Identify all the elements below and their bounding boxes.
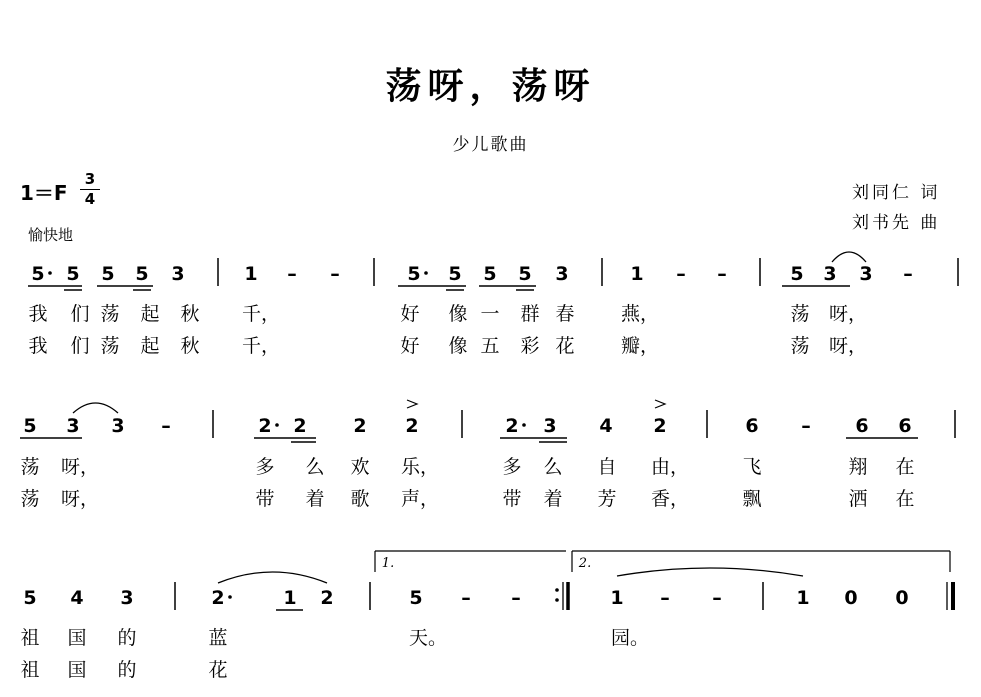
note: 2	[405, 415, 419, 437]
lyric-verse-1: 园。	[610, 627, 650, 649]
lyric-verse-1: 千，	[241, 303, 281, 325]
note: 2	[211, 587, 225, 609]
lyric-verse-2: 像	[448, 335, 468, 357]
lyric-verse-1: 国	[67, 627, 87, 649]
lyric-verse-1: 么	[305, 456, 325, 478]
lyric-verse-1: 多	[255, 456, 275, 478]
lyric-verse-1: 呀，	[60, 456, 100, 478]
note: 6	[745, 415, 759, 437]
note: 5	[23, 587, 37, 609]
tie-slur	[617, 568, 803, 576]
lyric-verse-2: 瓣，	[620, 335, 660, 357]
repeat-dot	[555, 598, 559, 602]
note: 4	[70, 587, 84, 609]
tie-slur	[218, 572, 327, 583]
lyric-verse-1: 多	[502, 456, 522, 478]
lyric-verse-1: 起	[140, 303, 160, 325]
time-numerator: 3	[84, 170, 96, 188]
lyric-verse-2: 国	[67, 659, 87, 681]
note: 2	[505, 415, 519, 437]
augmentation-dot	[424, 271, 428, 275]
lyric-verse-1: 们	[70, 303, 90, 325]
lyric-verse-2: 祖	[20, 659, 40, 681]
lyric-verse-2: 荡	[790, 335, 810, 357]
note: 3	[120, 587, 134, 609]
repeat-dot	[555, 588, 559, 592]
lyric-verse-1: 蓝	[208, 627, 228, 649]
augmentation-dot	[228, 595, 232, 599]
lyric-verse-2: 着	[305, 488, 325, 510]
note: 0	[895, 587, 909, 609]
lyric-verse-2: 荡	[100, 335, 120, 357]
note: 1	[283, 587, 297, 609]
lyric-verse-1: 好	[400, 303, 420, 325]
note: 5	[101, 263, 115, 285]
note: 1	[796, 587, 810, 609]
note: –	[287, 263, 297, 285]
note: –	[330, 263, 340, 285]
note: –	[801, 415, 811, 437]
note: 2	[293, 415, 307, 437]
note: 4	[599, 415, 613, 437]
lyric-verse-1: 呀，	[828, 303, 868, 325]
lyric-verse-1: 燕，	[620, 303, 660, 325]
accent-mark	[655, 400, 665, 408]
lyric-verse-1: 荡	[100, 303, 120, 325]
key-signature: 1＝F	[20, 181, 68, 205]
note: 1	[610, 587, 624, 609]
lyric-verse-1: 群	[520, 303, 540, 325]
tie-slur	[73, 403, 118, 413]
note: 2	[258, 415, 272, 437]
lyric-verse-2: 歌	[350, 488, 370, 510]
lyric-verse-1: 么	[543, 456, 563, 478]
lyric-verse-2: 彩	[520, 335, 540, 357]
lyric-verse-2: 芳	[597, 488, 617, 510]
note: 5	[66, 263, 80, 285]
lyric-verse-2: 花	[208, 659, 228, 681]
note: –	[903, 263, 913, 285]
lyric-verse-2: 着	[543, 488, 563, 510]
augmentation-dot	[522, 423, 526, 427]
volta-2-label: 2.	[578, 556, 592, 571]
lyric-verse-2: 香，	[650, 488, 690, 510]
time-denominator: 4	[84, 190, 96, 208]
lyric-verse-1: 秋	[180, 303, 200, 325]
accent-mark	[407, 400, 417, 408]
lyric-verse-2: 起	[140, 335, 160, 357]
lyric-verse-1: 翔	[848, 456, 868, 478]
note: 1	[630, 263, 644, 285]
tempo-marking: 愉快地	[28, 226, 74, 244]
lyric-verse-2: 我	[28, 335, 48, 357]
lyric-verse-2: 呀，	[828, 335, 868, 357]
note: –	[676, 263, 686, 285]
augmentation-dot	[48, 271, 52, 275]
lyric-verse-1: 在	[895, 456, 915, 478]
lyric-verse-1: 自	[597, 456, 617, 478]
lyric-verse-2: 的	[117, 659, 137, 681]
lyric-verse-2: 千，	[241, 335, 281, 357]
lyricist-credit: 刘同仁 词	[852, 183, 941, 203]
note: –	[161, 415, 171, 437]
lyric-verse-2: 带	[502, 488, 522, 510]
lyric-verse-1: 飞	[742, 456, 762, 478]
lyric-verse-1: 天。	[408, 627, 448, 649]
lyric-verse-1: 春	[555, 303, 575, 325]
note: –	[660, 587, 670, 609]
note: 3	[111, 415, 125, 437]
note: 5	[23, 415, 37, 437]
volta-1-label: 1.	[381, 556, 395, 571]
note: 3	[859, 263, 873, 285]
lyric-verse-2: 荡	[20, 488, 40, 510]
song-title: 荡呀，荡呀	[385, 65, 596, 107]
lyric-verse-2: 飘	[742, 488, 762, 510]
note: –	[511, 587, 521, 609]
note: 3	[66, 415, 80, 437]
lyric-verse-2: 秋	[180, 335, 200, 357]
note: 5	[407, 263, 421, 285]
tie-slur	[832, 252, 866, 262]
note: 5	[790, 263, 804, 285]
lyric-verse-2: 好	[400, 335, 420, 357]
lyric-verse-1: 祖	[20, 627, 40, 649]
note: –	[717, 263, 727, 285]
lyric-verse-2: 带	[255, 488, 275, 510]
lyric-verse-1: 荡	[790, 303, 810, 325]
lyric-verse-1: 的	[117, 627, 137, 649]
note: 3	[543, 415, 557, 437]
lyric-verse-1: 像	[448, 303, 468, 325]
note: 6	[855, 415, 869, 437]
note: 5	[448, 263, 462, 285]
note: 2	[353, 415, 367, 437]
note: 0	[844, 587, 858, 609]
lyric-verse-2: 花	[555, 335, 575, 357]
note: 2	[320, 587, 334, 609]
lyric-verse-2: 们	[70, 335, 90, 357]
lyric-verse-1: 一	[480, 303, 500, 325]
lyric-verse-1: 乐，	[400, 456, 440, 478]
note: 2	[653, 415, 667, 437]
lyric-verse-1: 由，	[650, 456, 690, 478]
note: –	[712, 587, 722, 609]
note: 1	[244, 263, 258, 285]
note: 5	[483, 263, 497, 285]
composer-credit: 刘书先 曲	[852, 213, 941, 233]
lyric-verse-2: 在	[895, 488, 915, 510]
lyric-verse-1: 我	[28, 303, 48, 325]
note: 3	[555, 263, 569, 285]
augmentation-dot	[275, 423, 279, 427]
note: 5	[518, 263, 532, 285]
lyric-verse-2: 五	[480, 335, 500, 357]
note: 6	[898, 415, 912, 437]
note: 3	[823, 263, 837, 285]
note: 5	[409, 587, 423, 609]
lyric-verse-1: 欢	[350, 456, 370, 478]
lyric-verse-2: 洒	[848, 488, 868, 510]
note: 5	[135, 263, 149, 285]
note: 5	[31, 263, 45, 285]
lyric-verse-2: 声，	[400, 488, 440, 510]
lyric-verse-2: 呀，	[60, 488, 100, 510]
note: 3	[171, 263, 185, 285]
note: –	[461, 587, 471, 609]
song-subtitle: 少儿歌曲	[452, 135, 529, 155]
lyric-verse-1: 荡	[20, 456, 40, 478]
